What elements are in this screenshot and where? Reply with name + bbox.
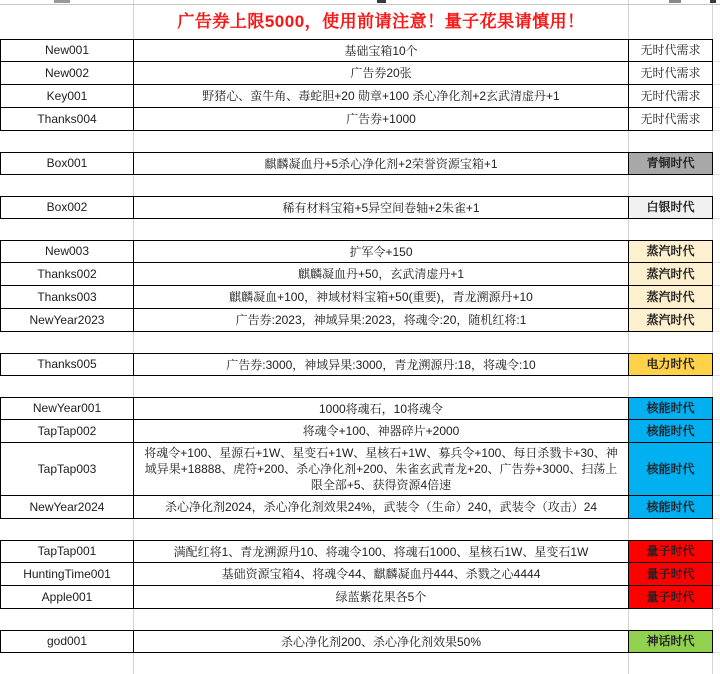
spacer-row — [0, 131, 720, 152]
reward-cell[interactable]: 广告券20张 — [133, 62, 628, 85]
gutter-cell — [713, 196, 720, 219]
code-cell[interactable]: Box002 — [0, 196, 133, 219]
table-row — [0, 286, 720, 309]
gutter-cell — [713, 519, 720, 540]
spacer-era-cell[interactable] — [628, 653, 713, 674]
spacer-era-cell[interactable] — [628, 519, 713, 540]
table-row — [0, 397, 720, 420]
spacer-row — [0, 376, 720, 397]
cropped-text-fragment — [377, 0, 386, 3]
spacer-code-cell[interactable] — [0, 519, 133, 540]
code-cell[interactable]: New003 — [0, 240, 133, 263]
spacer-reward-cell[interactable] — [133, 175, 628, 196]
gutter-cell — [713, 263, 720, 286]
gutter-cell — [713, 5, 720, 39]
gutter-cell — [713, 630, 720, 653]
code-cell[interactable]: HuntingTime001 — [0, 563, 133, 586]
banner-right-cell[interactable] — [628, 5, 713, 39]
era-cell[interactable]: 无时代需求 — [628, 39, 713, 62]
era-cell[interactable]: 无时代需求 — [628, 62, 713, 85]
gutter-cell — [713, 540, 720, 563]
table-row — [0, 563, 720, 586]
spacer-code-cell[interactable] — [0, 175, 133, 196]
era-cell[interactable]: 核能时代 — [628, 397, 713, 420]
gutter-cell — [713, 108, 720, 131]
era-cell[interactable]: 核能时代 — [628, 420, 713, 443]
spacer-row — [0, 519, 720, 540]
gutter-cell — [713, 240, 720, 263]
code-cell[interactable]: god001 — [0, 630, 133, 653]
table-row — [0, 263, 720, 286]
reward-cell[interactable]: 麒麟凝血+100，神域材料宝箱+50(重要)，青龙溯源丹+10 — [133, 286, 628, 309]
spacer-era-cell[interactable] — [628, 219, 713, 240]
table-row — [0, 62, 720, 85]
reward-cell[interactable]: 基础宝箱10个 — [133, 39, 628, 62]
reward-cell[interactable]: 广告券:3000，神域异果:3000，青龙溯源丹:18，将魂令:10 — [133, 353, 628, 376]
era-cell[interactable]: 蒸汽时代 — [628, 240, 713, 263]
spacer-reward-cell[interactable] — [133, 131, 628, 152]
reward-cell[interactable]: 1000将魂石，10将魂令 — [133, 397, 628, 420]
gutter-cell — [713, 563, 720, 586]
era-cell[interactable]: 无时代需求 — [628, 85, 713, 108]
table-row — [0, 496, 720, 519]
code-cell[interactable]: NewYear001 — [0, 397, 133, 420]
spacer-row — [0, 609, 720, 630]
spacer-era-cell[interactable] — [628, 131, 713, 152]
code-cell[interactable]: Thanks005 — [0, 353, 133, 376]
gutter-cell — [713, 152, 720, 175]
spacer-reward-cell[interactable] — [133, 519, 628, 540]
spacer-code-cell[interactable] — [0, 609, 133, 630]
code-cell[interactable]: Apple001 — [0, 586, 133, 609]
era-cell[interactable]: 电力时代 — [628, 353, 713, 376]
era-cell[interactable]: 白银时代 — [628, 196, 713, 219]
reward-cell[interactable]: 扩军令+150 — [133, 240, 628, 263]
gutter-cell — [713, 332, 720, 353]
reward-cell[interactable]: 杀心净化剂200、杀心净化剂效果50% — [133, 630, 628, 653]
spacer-code-cell[interactable] — [0, 219, 133, 240]
spacer-reward-cell[interactable] — [133, 609, 628, 630]
era-cell[interactable]: 量子时代 — [628, 563, 713, 586]
gutter-cell — [713, 131, 720, 152]
table-row — [0, 586, 720, 609]
gutter-cell — [713, 609, 720, 630]
reward-cell[interactable]: 满配红将1、青龙溯源丹10、将魂令100、将魂石1000、星核石1W、星变石1W — [133, 540, 628, 563]
spacer-code-cell[interactable] — [0, 332, 133, 353]
reward-cell[interactable]: 绿蓝紫花果各5个 — [133, 586, 628, 609]
era-cell[interactable]: 核能时代 — [628, 496, 713, 519]
era-cell[interactable]: 蒸汽时代 — [628, 309, 713, 332]
spacer-era-cell[interactable] — [628, 175, 713, 196]
table-row — [0, 240, 720, 263]
reward-cell[interactable]: 稀有材料宝箱+5异空间卷轴+2朱雀+1 — [133, 196, 628, 219]
table-row — [0, 540, 720, 563]
cropped-text-fragment — [54, 0, 70, 3]
era-cell[interactable]: 无时代需求 — [628, 108, 713, 131]
gutter-cell — [713, 496, 720, 519]
code-cell[interactable]: TapTap001 — [0, 540, 133, 563]
code-cell[interactable]: Thanks003 — [0, 286, 133, 309]
reward-cell[interactable]: 广告券:2023，神域异果:2023，将魂令:20，随机红将:1 — [133, 309, 628, 332]
reward-cell[interactable]: 麒麟凝血丹+5杀心净化剂+2荣誉资源宝箱+1 — [133, 152, 628, 175]
reward-cell[interactable]: 基础资源宝箱4、将魂令44、麒麟凝血丹444、杀戮之心4444 — [133, 563, 628, 586]
table-row — [0, 353, 720, 376]
code-cell[interactable]: New001 — [0, 39, 133, 62]
table-row — [0, 108, 720, 131]
gutter-cell — [713, 420, 720, 443]
banner-left-cell[interactable] — [0, 5, 133, 39]
spacer-reward-cell[interactable] — [133, 653, 628, 674]
gutter-cell — [713, 62, 720, 85]
era-cell[interactable]: 青铜时代 — [628, 152, 713, 175]
reward-cell[interactable]: 将魂令+100、神器碎片+2000 — [133, 420, 628, 443]
code-cell[interactable]: Thanks004 — [0, 108, 133, 131]
era-cell[interactable]: 蒸汽时代 — [628, 263, 713, 286]
gutter-cell — [713, 219, 720, 240]
notice-banner-row — [0, 5, 720, 39]
code-cell[interactable]: TapTap002 — [0, 420, 133, 443]
spacer-code-cell[interactable] — [0, 131, 133, 152]
era-cell[interactable]: 蒸汽时代 — [628, 286, 713, 309]
code-cell[interactable]: New002 — [0, 62, 133, 85]
code-cell[interactable]: NewYear2023 — [0, 309, 133, 332]
table-row — [0, 85, 720, 108]
table-row — [0, 309, 720, 332]
gutter-cell — [713, 309, 720, 332]
era-cell[interactable]: 核能时代 — [628, 443, 713, 496]
cropped-text-fragment — [669, 0, 681, 3]
gutter-cell — [713, 175, 720, 196]
table-row — [0, 420, 720, 443]
spacer-era-cell[interactable] — [628, 332, 713, 353]
gutter-cell — [713, 397, 720, 420]
reward-cell[interactable]: 广告券+1000 — [133, 108, 628, 131]
code-cell[interactable]: Key001 — [0, 85, 133, 108]
era-cell[interactable]: 量子时代 — [628, 586, 713, 609]
table-row — [0, 152, 720, 175]
gutter-cell — [713, 353, 720, 376]
reward-cell[interactable]: 野猪心、蛮牛角、毒蛇胆+20 勋章+100 杀心净化剂+2玄武清虚丹+1 — [133, 85, 628, 108]
spacer-code-cell[interactable] — [0, 376, 133, 397]
gutter-cell — [713, 586, 720, 609]
code-cell[interactable]: Thanks002 — [0, 263, 133, 286]
spacer-reward-cell[interactable] — [133, 376, 628, 397]
spacer-era-cell[interactable] — [628, 609, 713, 630]
reward-cell[interactable]: 杀心净化剂2024，杀心净化剂效果24%，武装令（生命）240，武装令（攻击）24 — [133, 496, 628, 519]
gutter-cell — [713, 286, 720, 309]
gutter-cell — [713, 443, 720, 496]
spacer-row — [0, 175, 720, 196]
table-row — [0, 39, 720, 62]
spacer-row — [0, 332, 720, 353]
table-row — [0, 630, 720, 653]
reward-cell[interactable]: 麒麟凝血丹+50，玄武清虚丹+1 — [133, 263, 628, 286]
gutter-cell — [713, 85, 720, 108]
cropped-text-fragment — [710, 0, 716, 3]
era-cell[interactable]: 量子时代 — [628, 540, 713, 563]
spacer-reward-cell[interactable] — [133, 219, 628, 240]
code-cell[interactable]: NewYear2024 — [0, 496, 133, 519]
gutter-cell — [713, 39, 720, 62]
spacer-code-cell[interactable] — [0, 653, 133, 674]
gutter-cell — [713, 376, 720, 397]
spacer-row — [0, 219, 720, 240]
era-cell[interactable]: 神话时代 — [628, 630, 713, 653]
table-row — [0, 443, 720, 496]
reward-cell[interactable]: 将魂令+100、星源石+1W、星变石+1W、星核石+1W、募兵令+100、每日杀戮卡+30、神域异果+18888、虎符+200、杀心净化剂+200、朱雀玄武青龙+20、广告券+3000、扫荡上限全部+5、获得资源4倍速 — [133, 443, 628, 496]
spacer-era-cell[interactable] — [628, 376, 713, 397]
notice-banner[interactable]: 广告券上限5000，使用前请注意！量子花果请慎用！ — [133, 5, 628, 39]
code-cell[interactable]: TapTap003 — [0, 443, 133, 496]
code-cell[interactable]: Box001 — [0, 152, 133, 175]
spacer-reward-cell[interactable] — [133, 332, 628, 353]
table-row — [0, 196, 720, 219]
spacer-row — [0, 653, 720, 674]
gutter-cell — [713, 653, 720, 674]
